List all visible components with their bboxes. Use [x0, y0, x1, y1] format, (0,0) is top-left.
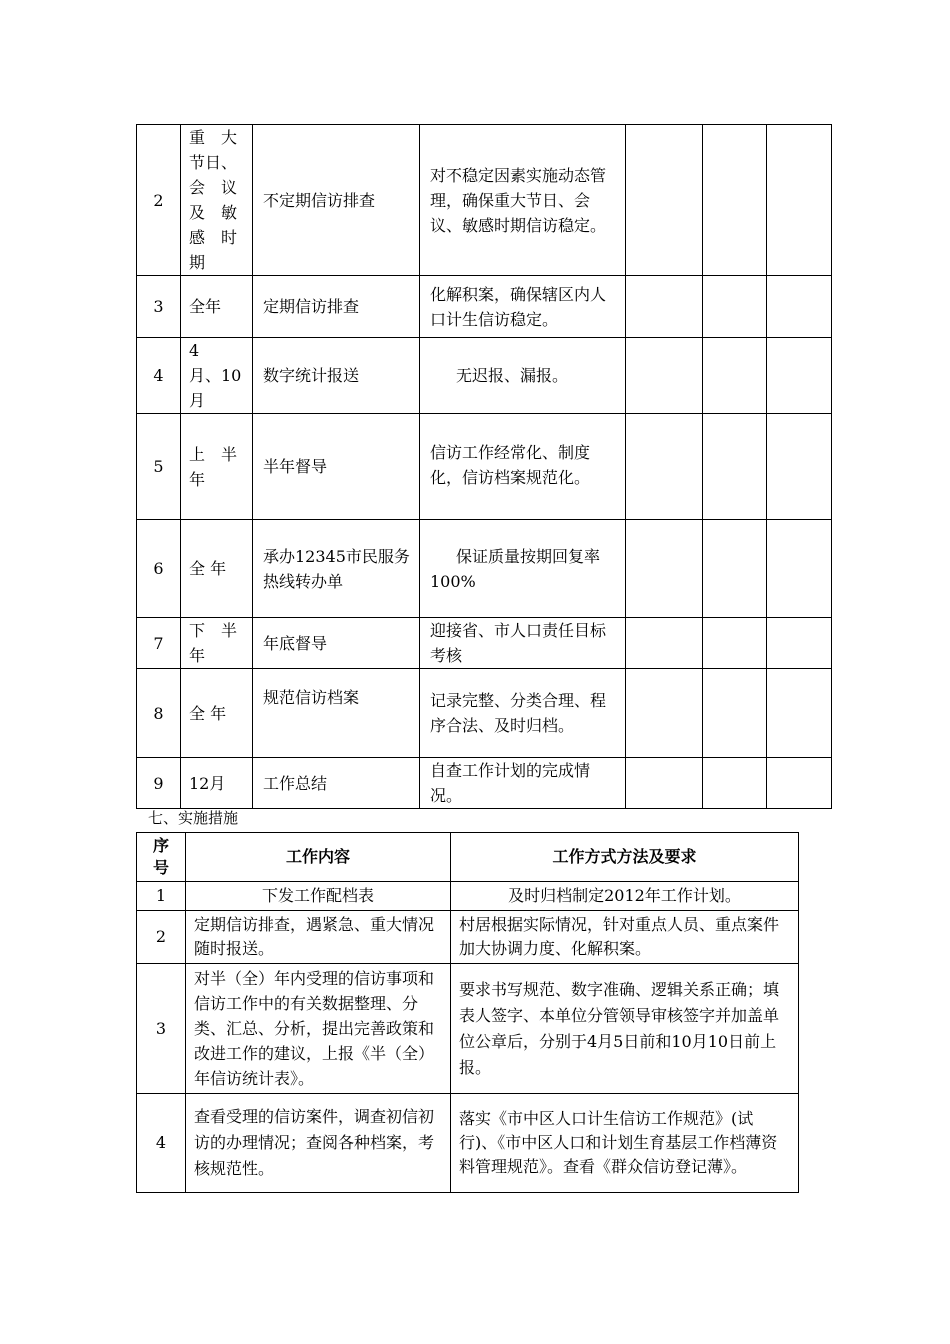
row-task: 定期信访排查 [253, 276, 420, 338]
header-content: 工作内容 [186, 833, 451, 882]
row-index: 4 [137, 338, 181, 414]
row-time: 下 半 年 [181, 618, 253, 669]
blank-cell [626, 276, 703, 338]
blank-cell [703, 125, 767, 276]
row-time: 全 年 [181, 520, 253, 618]
blank-cell [767, 125, 832, 276]
row-index: 5 [137, 414, 181, 520]
row-index: 7 [137, 618, 181, 669]
row-requirement: 自查工作计划的完成情况。 [420, 758, 626, 809]
blank-cell [767, 618, 832, 669]
row-task: 工作总结 [253, 758, 420, 809]
blank-cell [767, 758, 832, 809]
row-content: 查看受理的信访案件，调查初信初访的办理情况；查阅各种档案，考核规范性。 [186, 1094, 451, 1193]
blank-cell [703, 618, 767, 669]
row-method: 要求书写规范、数字准确、逻辑关系正确；填表人签字、本单位分管领导审核签字并加盖单位公章后，分别于4月5日前和10月10日前上报。 [451, 964, 799, 1094]
blank-cell [626, 338, 703, 414]
blank-cell [626, 669, 703, 758]
table-row [137, 276, 832, 338]
work-plan-table [136, 124, 832, 809]
blank-cell [626, 125, 703, 276]
row-time: 重 大 节日、 会 议 及 敏 感 时 期 [181, 125, 253, 276]
row-index: 1 [137, 882, 186, 911]
row-method: 落实《市中区人口计生信访工作规范》(试行)、《市中区人口和计划生育基层工作档薄资料管理规范》。查看《群众信访登记薄》。 [451, 1094, 799, 1193]
table-row [137, 125, 832, 276]
table-row [137, 882, 799, 911]
row-requirement: 保证质量按期回复率100% [420, 520, 626, 618]
table-row [137, 911, 799, 964]
table-row [137, 520, 832, 618]
table-row [137, 1094, 799, 1193]
blank-cell [626, 758, 703, 809]
table-row [137, 618, 832, 669]
section-title: 七、实施措施 [148, 809, 239, 827]
blank-cell [703, 338, 767, 414]
blank-cell [703, 414, 767, 520]
row-index: 9 [137, 758, 181, 809]
measures-table [136, 832, 799, 1193]
blank-cell [767, 414, 832, 520]
row-requirement: 化解积案，确保辖区内人口计生信访稳定。 [420, 276, 626, 338]
row-requirement: 对不稳定因素实施动态管理，确保重大节日、会议、敏感时期信访稳定。 [420, 125, 626, 276]
header-method: 工作方式方法及要求 [451, 833, 799, 882]
blank-cell [767, 338, 832, 414]
table-row [137, 758, 832, 809]
row-index: 4 [137, 1094, 186, 1193]
row-time: 全 年 [181, 669, 253, 758]
table-row [137, 338, 832, 414]
blank-cell [626, 618, 703, 669]
blank-cell [703, 276, 767, 338]
row-requirement: 无迟报、漏报。 [420, 338, 626, 414]
row-index: 3 [137, 964, 186, 1094]
row-index: 2 [137, 911, 186, 964]
row-content: 下发工作配档表 [186, 882, 451, 911]
row-requirement: 记录完整、分类合理、程序合法、及时归档。 [420, 669, 626, 758]
row-time: 4 月、10 月 [181, 338, 253, 414]
row-task: 年底督导 [253, 618, 420, 669]
row-requirement: 迎接省、市人口责任目标考核 [420, 618, 626, 669]
row-task: 承办12345市民服务热线转办单 [253, 520, 420, 618]
row-task: 不定期信访排查 [253, 125, 420, 276]
row-time: 上 半 年 [181, 414, 253, 520]
blank-cell [626, 414, 703, 520]
blank-cell [767, 669, 832, 758]
row-method: 及时归档制定2012年工作计划。 [451, 882, 799, 911]
row-index: 2 [137, 125, 181, 276]
row-task: 数字统计报送 [253, 338, 420, 414]
blank-cell [626, 520, 703, 618]
blank-cell [703, 758, 767, 809]
row-index: 8 [137, 669, 181, 758]
blank-cell [703, 669, 767, 758]
header-row [137, 833, 799, 882]
row-time: 全年 [181, 276, 253, 338]
row-content: 对半（全）年内受理的信访事项和信访工作中的有关数据整理、分类、汇总、分析，提出完善政策和改进工作的建议，上报《半（全）年信访统计表》。 [186, 964, 451, 1094]
row-task: 规范信访档案 [253, 669, 420, 758]
row-time: 12月 [181, 758, 253, 809]
header-index: 序号 [137, 833, 186, 882]
row-index: 6 [137, 520, 181, 618]
table-row [137, 414, 832, 520]
row-method: 村居根据实际情况，针对重点人员、重点案件加大协调力度、化解积案。 [451, 911, 799, 964]
table-row [137, 669, 832, 758]
row-requirement: 信访工作经常化、制度化，信访档案规范化。 [420, 414, 626, 520]
row-content: 定期信访排查，遇紧急、重大情况随时报送。 [186, 911, 451, 964]
table-row [137, 964, 799, 1094]
blank-cell [767, 520, 832, 618]
blank-cell [703, 520, 767, 618]
row-index: 3 [137, 276, 181, 338]
row-task: 半年督导 [253, 414, 420, 520]
blank-cell [767, 276, 832, 338]
